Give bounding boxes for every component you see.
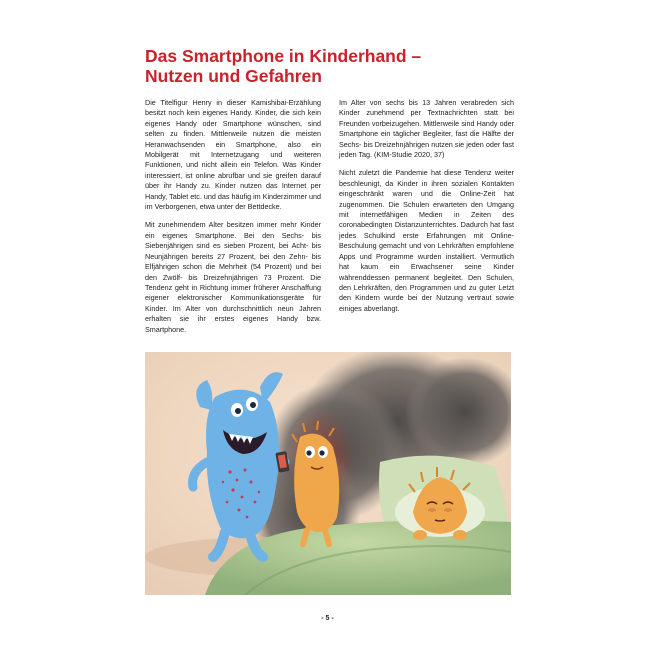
paragraph: Die Titelfigur Henry in dieser Kamishibai-Erzählung besitzt noch kein eigenes Handy. Kinder, die sich kein eigenes Handy oder Smartphone wünschen, sind selten zu finden. Mittlerweile nutzen die meisten Heranwachsenden ein Smartphone, also ein Mobilgerät mit Internetzugang und weiteren Funktionen, und nicht allein ein Telefon. Was Kinder interessiert, ist online abrufbar und sie greifen darauf über ihr Handy zu. Kinder nutzen das Internet per Handy, Tablet etc. und das häufig im Kinderzimmer und im Verborgenen, etwa unter der Bettdecke. bbox=[145, 98, 321, 212]
paragraph: Nicht zuletzt die Pandemie hat diese Tendenz weiter beschleunigt, da Kinder in ihren sozialen Kontakten eingeschränkt waren und die Online-Zeit hat zugenommen. Die Schulen erwarteten den Umgang mit internetfähigen Medien in Zeiten des coronabedingten Distanzunterrichtes. Dadurch hat fast jedes Schulkind erste Erfahrungen mit Online-Beschulung gemacht und von Lehrkräften empfohlene Apps und Programme wurden installiert. Vermutlich hat kaum ein Erwachsener seine Kinder währenddessen permanent begleitet. Den Schulen, den Lehrkräften, den Programmen und zu guter Letzt den Kindern wurde bei der Nutzung vertraut sowie einiges abverlangt. bbox=[339, 168, 514, 313]
paragraph: Im Alter von sechs bis 13 Jahren verabreden sich Kinder zunehmend per Textnachrichten statt bei Freunden vorbeizugehen. Mittlerweile sind Handy oder Smartphone ein täglicher Begleiter, fast die Hälfte der Sechs- bis Dreizehnjährigen nutzen sie jeden oder fast jeden Tag. (KIM-Studie 2020, 37) bbox=[339, 98, 514, 160]
right-text-column bbox=[339, 98, 514, 322]
title-line-1: Das Smartphone in Kinderhand – bbox=[145, 46, 422, 66]
paragraph: Mit zunehmendem Alter besitzen immer mehr Kinder ein eigenes Smartphone. Bei den Sechs- bis Siebenjährigen sind es sieben Prozent, bei Acht- bis Neunjährigen bereits 27 Prozent, bei den Zehn- bis Elfjährigen schon die Mehrheit (54 Prozent) und bei den Zwölf- bis Dreizehnjährigen 73 Prozent. Die Tendenz geht in Richtung immer früherer Anschaffung eigener elektronischer Kommunikationsgeräte für Kinder. Im Alter von durchschnittlich neun Jahren erhalten sie ihr erstes eigenes Handy bzw. Smartphone. bbox=[145, 220, 321, 334]
left-text-column bbox=[145, 98, 321, 343]
illustration bbox=[145, 352, 511, 595]
article-title bbox=[145, 46, 525, 86]
title-line-2: Nutzen und Gefahren bbox=[145, 66, 322, 86]
page-number: - 5 - bbox=[321, 615, 334, 622]
